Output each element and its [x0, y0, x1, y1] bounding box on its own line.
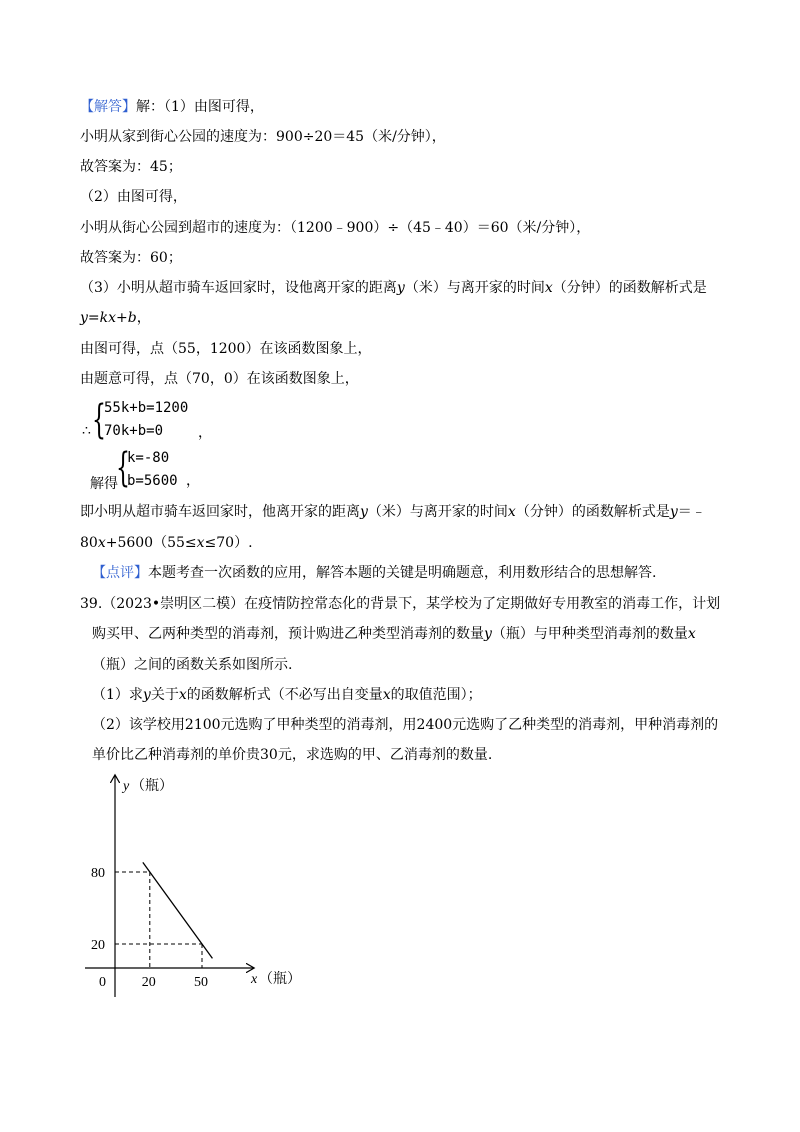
- solution-line-11: 即小明从超市骑车返回家时，他离开家的距离y（米）与离开家的时间x（分钟）的函数解析式是y＝﹣: [80, 504, 706, 520]
- system-1-brace: {: [92, 397, 106, 443]
- solution-line-12: 80x+5600（55≤x≤70）.: [80, 535, 253, 551]
- problem-line-2: 购买甲、乙两种类型的消毒剂，预计购进乙种类型消毒剂的数量y（瓶）与甲种类型消毒剂的数量x: [92, 626, 696, 642]
- problem-line-1: 39.（2023•崇明区二模）在疫情防控常态化的背景下，某学校为了定期做好专用教室的消毒工作，计划: [80, 596, 721, 612]
- question-1: （1）求y关于x的函数解析式（不必写出自变量x的取值范围）；: [92, 687, 482, 703]
- comment-line: 【点评】本题考查一次函数的应用，解答本题的关键是明确题意，利用数形结合的思想解答.: [92, 565, 657, 581]
- question-2-line-1: （2）该学校用2100元选购了甲种类型的消毒剂，用2400元选购了乙种类型的消毒剂，甲种消毒剂的: [92, 717, 719, 733]
- solution-line-5: 小明从街心公园到超市的速度为：（1200﹣900）÷（45﹣40）＝60（米/分钟），: [80, 220, 591, 236]
- system-2-end: ，: [186, 473, 200, 489]
- y-axis-unit: （瓶）: [131, 779, 173, 794]
- system-1-eq1: 55k+b=1200: [104, 400, 189, 416]
- function-graph: [85, 770, 335, 1000]
- x-tick-label-50: 50: [194, 975, 208, 990]
- solution-tag: 【解答】: [80, 99, 136, 115]
- problem-line-3: （瓶）之间的函数关系如图所示.: [92, 657, 293, 673]
- system-1-eq2: 70k+b=0: [104, 423, 164, 439]
- system-2-eq1: k=-80: [127, 450, 170, 466]
- comment-tag: 【点评】: [92, 565, 148, 581]
- solution-line-8: y=kx+b，: [80, 310, 151, 326]
- solve-label: 解得: [90, 476, 118, 492]
- system-1-end: ，: [198, 425, 212, 441]
- problem-number: 39.: [80, 596, 103, 612]
- solution-line-2: 小明从家到街心公园的速度为：900÷20＝45（米/分钟），: [80, 129, 446, 145]
- x-axis-unit: （瓶）: [259, 972, 301, 987]
- system-2-brace: {: [116, 445, 130, 491]
- solution-line-4: （2）由图可得，: [80, 189, 187, 205]
- therefore-sign: ∴: [82, 423, 91, 439]
- y-tick-label-80: 80: [91, 866, 105, 881]
- solution-line-10: 由题意可得，点（70，0）在该函数图象上，: [80, 371, 359, 387]
- solution-line-7: （3）小明从超市骑车返回家时，设他离开家的距离y（米）与离开家的时间x（分钟）的函数解析式是: [80, 280, 707, 296]
- system-2-eq2: b=5600: [127, 473, 178, 489]
- question-2-line-2: 单价比乙种消毒剂的单价贵30元，求选购的甲、乙消毒剂的数量.: [92, 747, 493, 763]
- y-axis-var: y: [123, 779, 130, 794]
- solution-line-1: 【解答】解：（1）由图可得，: [80, 99, 264, 115]
- solution-line-3: 故答案为：45；: [80, 159, 182, 175]
- y-tick-label-20: 20: [91, 938, 105, 953]
- origin-label: 0: [99, 975, 106, 990]
- solution-line-6: 故答案为：60；: [80, 250, 182, 266]
- x-axis-var: x: [251, 972, 258, 987]
- solution-line-9: 由图可得，点（55，1200）在该函数图象上，: [80, 341, 372, 357]
- x-tick-label-20: 20: [141, 975, 156, 990]
